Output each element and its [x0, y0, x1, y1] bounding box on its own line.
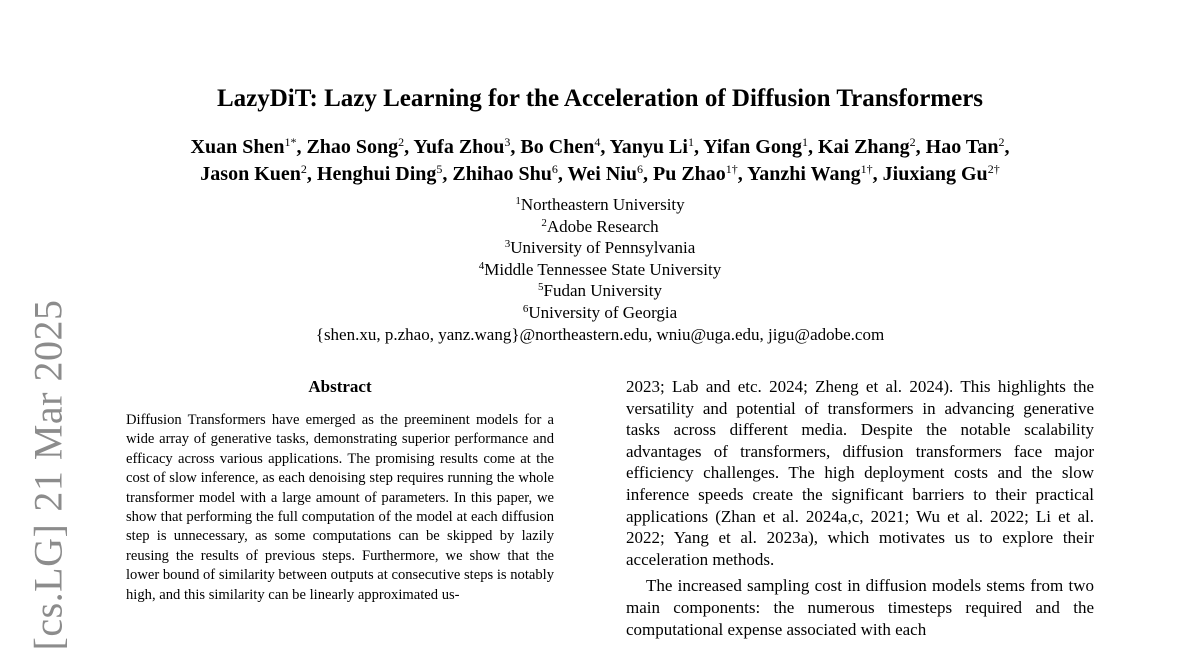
affiliation: $^6$University of Georgia: [522, 302, 678, 322]
arxiv-date: 21 Mar 2025: [25, 299, 71, 512]
intro-column: [626, 376, 1094, 640]
author: Zhao Song$^2$: [306, 135, 405, 158]
affiliation: $^4$Middle Tennessee State University: [478, 259, 722, 279]
author: Henghui Ding$^5$: [316, 162, 443, 185]
author: Xuan Shen$^{1*}$: [190, 135, 297, 158]
abstract-text: Diffusion Transformers have emerged as the preeminent models for a wide array of generative tasks, demonstrating superior performance and efficacy across various applications. The promising results come at the cost of slow inference, as each denoising step requires running the whole transformer model with a large amount of parameters. In this paper, we show that performing the full computation of the model at each diffusion step is unnecessary, as some computations can be skipped by lazily reusing the results of previous steps. Furthermore, we show that the lower bound of similarity between outputs at consecutive steps is notably high, and this similarity can be linearly approximated us-: [126, 412, 555, 603]
affiliation: $^5$Fudan University: [537, 281, 663, 301]
author: Zhihao Shu$^6$: [452, 162, 558, 185]
author: Kai Zhang$^2$: [817, 135, 916, 158]
intro-paragraph: The increased sampling cost in diffusion models stems from two main components: the numerous timesteps required and the computational expense associated with each: [626, 576, 1094, 639]
author: Yufa Zhou$^3$: [413, 135, 511, 158]
paper-title: LazyDiT: Lazy Learning for the Acceleration of Diffusion Transformers: [216, 85, 984, 112]
author: Yanzhi Wang$^{1\dagger}$: [747, 162, 873, 185]
author: Yifan Gong$^1$: [703, 135, 808, 158]
author-emails: {shen.xu, p.zhao, yanz.wang}@northeastern.edu, wniu@uga.edu, jigu@adobe.com: [315, 324, 885, 344]
abstract-heading: Abstract: [308, 377, 372, 396]
author: Wei Niu$^6$: [567, 162, 643, 185]
arxiv-category: [cs.LG]: [25, 523, 71, 651]
author: Bo Chen$^4$: [520, 135, 601, 158]
arxiv-stamp: [25, 294, 72, 656]
author: Yanyu Li$^1$: [609, 135, 694, 158]
affiliation: $^2$Adobe Research: [541, 216, 659, 236]
intro-paragraph: 2023; Lab and etc. 2024; Zheng et al. 2024). This highlights the versatility and potential of transformers in advancing generative tasks across different media. Despite the notable scalability advantages of transformers, diffusion transformers face major efficiency challenges. The high deployment costs and the slow inference speeds create the significant barriers to their practical applications (Zhan et al. 2024a,c, 2021; Wu et al. 2022; Li et al. 2022; Yang et al. 2023a), which motivates us to explore their acceleration methods.: [626, 377, 1094, 569]
author: Jiuxiang $Gu^{2\dagger}$: [882, 162, 1000, 185]
author-list: Xuan Shen$^{1*}$, Zhao Song$^2$, Yufa Zhou$^3$, Bo Chen$^4$, Yanyu Li$^1$, Yifan Gong$^1$, Kai Zhang$^2$, Hao Tan$^2$, Jason Kuen$^2$, Henghui Ding$^5$, Zhihao Shu$^6$, Wei Niu$^6$, Pu Zhao$^{1\dagger}$, Yanzhi Wang$^{1\dagger}$, Jiuxiang $Gu^{2\dagger}$: [190, 135, 1010, 185]
affiliation: $^1$Northeastern University: [515, 195, 685, 214]
affiliation-list: [0, 194, 1200, 345]
author: Pu Zhao$^{1\dagger}$: [652, 162, 738, 185]
affiliation: $^3$University of Pennsylvania: [504, 238, 696, 258]
author: Hao Tan$^2$: [925, 135, 1005, 158]
author: Jason Kuen$^2$: [200, 162, 307, 185]
